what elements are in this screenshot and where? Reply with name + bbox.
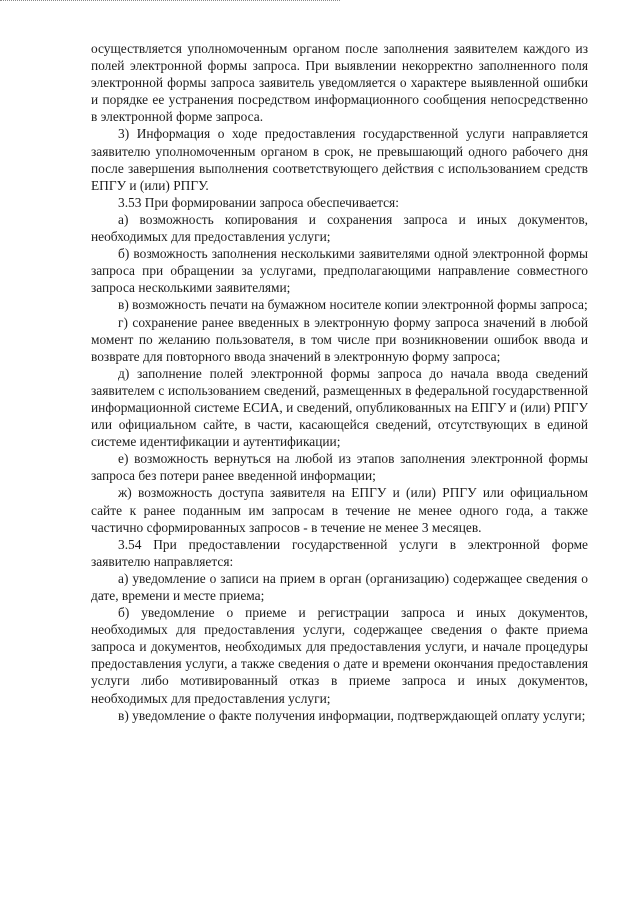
paragraph-3-53-e: е) возможность вернуться на любой из этапов заполнения электронной формы запроса без потери ранее введенной информации; (91, 451, 588, 484)
paragraph-field-validation: осуществляется уполномоченным органом после заполнения заявителем каждого из полей электронной формы запроса. При выявлении некорректно заполненного поля электронной формы запроса заявитель уведомляется о характере выявленной ошибки и порядке ее устранения посредством информационного сообщения непосредственно в электронной форме запроса. (91, 41, 588, 125)
paragraph-3-53-b: б) возможность заполнения несколькими заявителями одной электронной формы запроса при обращении за услугами, предполагающими направление совместного запроса несколькими заявителями; (91, 246, 588, 296)
paragraph-3-54-heading: 3.54 При предоставлении государственной услуги в электронной форме заявителю направляется: (91, 536, 588, 569)
paragraph-3-53-d: д) заполнение полей электронной формы запроса до начала ввода сведений заявителем с использованием сведений, размещенных в федеральной государственной информационной системе ЕСИА, и сведений, опубликованных на ЕПГУ и (или) РПГУ или официальном сайте, в части, касающейся сведений, отсутствующих в единой системе идентификации и аутентификации; (91, 365, 588, 450)
paragraph-3-54-b: б) уведомление о приеме и регистрации запроса и иных документов, необходимых для предоставления услуги, содержащее сведения о факте приема запроса и документов, необходимых для предоставления услуги, и начале процедуры предоставления услуги, а также сведения о дате и времени окончания предоставления услуги либо мотивированный отказ в приеме запроса и иных документов, необходимых для предоставления услуги; (91, 605, 588, 706)
paragraph-3-53-a: а) возможность копирования и сохранения запроса и иных документов, необходимых для предоставления услуги; (91, 211, 588, 245)
paragraph-3-53-v: в) возможность печати на бумажном носителе копии электронной формы запроса; (118, 297, 588, 313)
paragraph-3-54-v: в) уведомление о факте получения информации, подтверждающей оплату услуги; (118, 707, 586, 723)
paragraph-3-53-heading: 3.53 При формировании запроса обеспечивается: (118, 194, 399, 210)
paragraph-3-54-a: а) уведомление о записи на прием в орган (организацию) содержащее сведения о дате, времени и месте приема; (91, 570, 588, 603)
paragraph-3-53-g: г) сохранение ранее введенных в электронную форму запроса значений в любой момент по желанию пользователя, в том числе при возникновении ошибок ввода и возврате для повторного ввода значений в электронную форму запроса; (91, 314, 588, 364)
top-margin-rule (0, 0, 340, 1)
paragraph-3-53-zh: ж) возможность доступа заявителя на ЕПГУ и (или) РПГУ или официальном сайте к ранее поданным им запросам в течение не менее одного года, а также частично сформированных запросов - в течение не менее 3 месяцев. (91, 485, 588, 535)
paragraph-item-3-progress-info: 3) Информация о ходе предоставления государственной услуги направляется заявителю уполномоченным органом в срок, не превышающий одного рабочего дня после завершения выполнения соответствующего действия с использованием средств ЕПГУ и (или) РПГУ. (91, 126, 588, 193)
document-body (91, 40, 588, 724)
